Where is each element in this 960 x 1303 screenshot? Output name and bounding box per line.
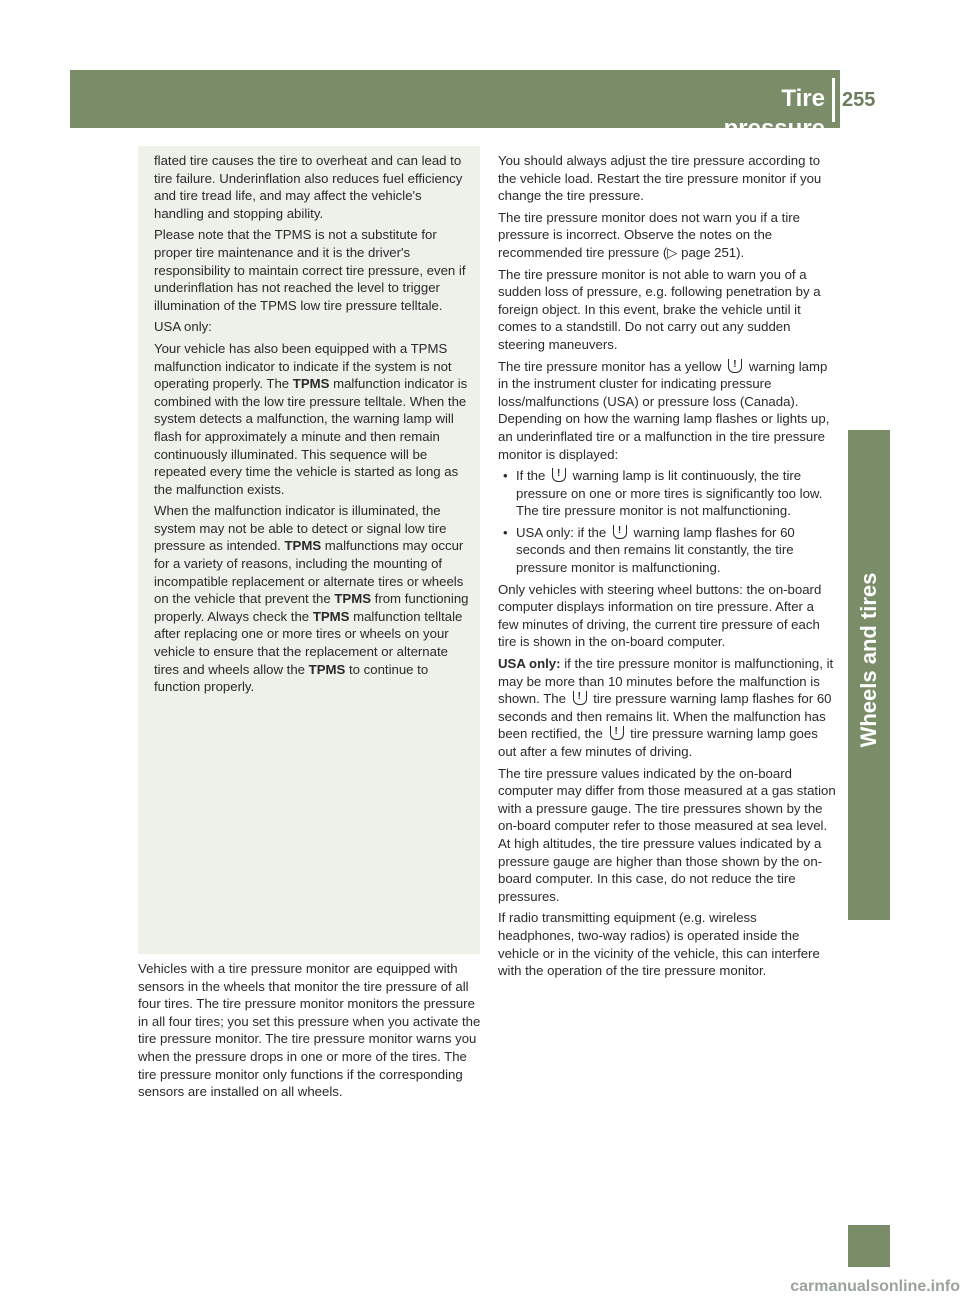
tpms-term: TPMS	[308, 661, 346, 677]
text-run: When the malfunction indicator is illuminated, the system may not be able to detect or signal low tire pressure as intended.	[154, 503, 447, 554]
usa-only-label: USA only:	[498, 656, 561, 672]
text-run: malfunction telltale after replacing one or more tires or wheels on your vehicle to ensure that the replacement or alternate tires and wheels allow the	[154, 608, 463, 677]
warning-paragraph-4	[154, 340, 474, 498]
tire-pressure-warning-icon	[573, 691, 587, 705]
text-run: If the	[516, 468, 549, 484]
warning-paragraph-2: Please note that the TPMS is not a substitute for proper tire maintenance and it is the driver's responsibility to maintain correct tire pressure, even if underinflation has not reached the level to trigger illumination of the TPMS low tire pressure telltale.	[154, 227, 466, 313]
text-run: tire pressure warning lamp goes out after a few minutes of driving.	[498, 726, 818, 759]
text-run: warning lamp in the instrument cluster for indicating pressure loss/malfunctions (USA) or pressure loss (Canada). Depending on how the warning lamp flashes or lights up, an underinflated tire or a malfunction in the tire pressure monitor is displayed:	[498, 358, 830, 462]
header-separator	[832, 78, 835, 122]
right-column	[498, 152, 836, 984]
text-run: if the tire pressure monitor is malfunctioning, it may be more than 10 minutes before the malfunction is shown. The	[498, 656, 834, 707]
page-number: 255	[842, 89, 876, 111]
watermark: carmanualsonline.info	[790, 1278, 960, 1295]
text-run: warning lamp flashes for 60 seconds and then remains lit constantly, the tire pressure monitor is malfunctioning.	[516, 524, 795, 576]
text-run: warning lamp is lit continuously, the tire pressure on one or more tires is significantly too low. The tire pressure monitor is not malfunctioning.	[516, 468, 823, 519]
side-marker	[848, 1225, 890, 1267]
text-run: malfunction indicator is combined with the low tire pressure telltale. When the system detects a malfunction, the warning lamp will flash for approximately a minute and then remain continuously illuminated. This sequence will be repeated every time the vehicle is started as long as the malfunction exists.	[154, 376, 468, 497]
left-column	[138, 960, 482, 1105]
right-paragraph-6	[498, 655, 836, 761]
tire-pressure-warning-icon	[610, 726, 624, 740]
list-item	[498, 524, 836, 577]
text-run: malfunctions may occur for a variety of reasons, including the mounting of incompatible replacement or alternate tires or wheels on the vehicle that prevent the	[154, 538, 464, 607]
right-paragraph-5: Only vehicles with steering wheel buttons: the on-board computer displays information on tire pressure. After a few minutes of driving, the current tire pressure of each tire is shown in the on-board computer.	[498, 581, 822, 650]
tpms-term: TPMS	[334, 591, 371, 607]
section-side-label: Wheels and tires	[856, 572, 881, 748]
right-paragraph-3: The tire pressure monitor is not able to warn you of a sudden loss of pressure, e.g. following penetration by a foreign object. In this event, brake the vehicle until it comes to a standstill. Do not carry out any sudden steering maneuvers.	[498, 266, 821, 352]
right-paragraph-2: The tire pressure monitor does not warn you if a tire pressure is incorrect. Observe the notes on the recommended tire pressure (▷ page 251).	[498, 209, 800, 260]
tpms-term: TPMS	[292, 376, 330, 392]
page-title: Tire pressure	[723, 85, 825, 142]
tire-pressure-warning-icon	[728, 359, 742, 373]
list-item	[498, 467, 836, 520]
right-paragraph-1: You should always adjust the tire pressure according to the vehicle load. Restart the tire pressure monitor if you change the tire pressure.	[498, 153, 822, 204]
tpms-term: TPMS	[284, 538, 322, 554]
text-run: tire pressure warning lamp flashes for 60 seconds and then remains lit. When the malfunction has been rectified, the	[498, 691, 832, 742]
tpms-term: TPMS	[312, 608, 350, 624]
right-paragraph-4	[498, 358, 836, 464]
warning-box-text	[154, 152, 474, 700]
tire-pressure-warning-icon	[552, 468, 566, 482]
text-run: to continue to function properly.	[154, 661, 429, 695]
warning-lamp-list	[498, 467, 836, 577]
right-paragraph-7: The tire pressure values indicated by the on-board computer may differ from those measured at a gas station with a pressure gauge. The tire pressures shown by the on-board computer refer to those measured at sea level. At high altitudes, the tire pressure values indicated by a pressure gauge are higher than those shown by the on-board computer. In this case, do not reduce the tire pressures.	[498, 765, 836, 904]
text-run: The tire pressure monitor has a yellow	[498, 358, 726, 374]
tire-pressure-warning-icon	[613, 525, 627, 539]
warning-paragraph-3: USA only:	[154, 319, 212, 335]
warning-paragraph-5	[154, 502, 474, 696]
text-run: from functioning properly. Always check the	[154, 591, 469, 624]
text-run: Your vehicle has also been equipped with a TPMS malfunction indicator to indicate if the system is not operating properly. The	[154, 340, 452, 392]
warning-paragraph-1: flated tire causes the tire to overheat and can lead to tire failure. Underinflation also reduces fuel efficiency and tire tread life, and may affect the vehicle's handling and stopping ability.	[154, 153, 463, 221]
right-paragraph-8: If radio transmitting equipment (e.g. wireless headphones, two-way radios) is operated inside the vehicle or in the vicinity of the vehicle, this can interfere with the operation of the tire pressure monitor.	[498, 910, 820, 979]
left-paragraph-1: Vehicles with a tire pressure monitor are equipped with sensors in the wheels that monitor the tire pressure of all four tires. The tire pressure monitor monitors the pressure in all four tires; you set this pressure when you activate the tire pressure monitor. The tire pressure monitor warns you when the pressure drops in one or more of the tires. The tire pressure monitor only functions if the corresponding sensors are installed on all wheels.	[138, 961, 481, 1100]
text-run: USA only: if the	[516, 524, 610, 540]
